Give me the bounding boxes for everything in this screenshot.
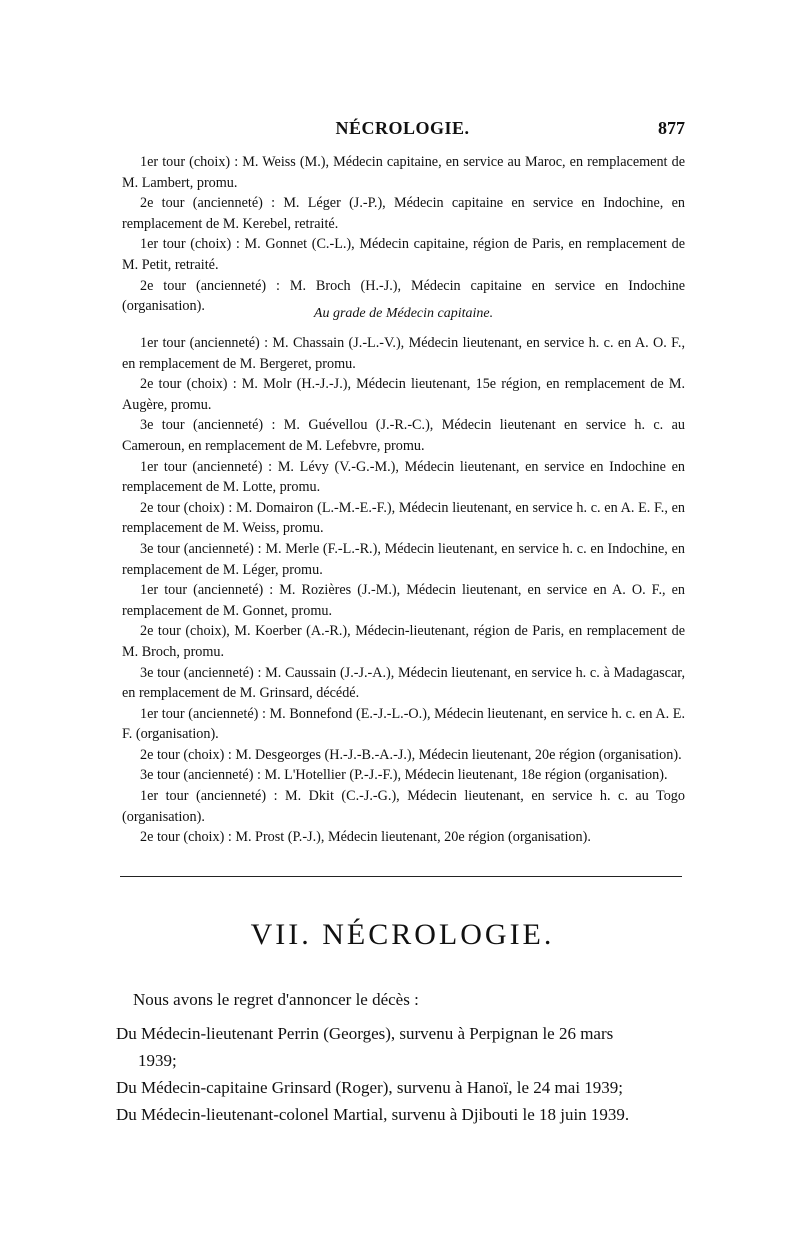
obituary-line: Du Médecin-lieutenant-colonel Martial, survenu à Djibouti le 18 juin 1939. <box>116 1105 630 1124</box>
promotion-entry: 3e tour (ancienneté) : M. L'Hotellier (P.-J.-F.), Médecin lieutenant, 18e région (organisation). <box>140 767 668 784</box>
obituary-list <box>116 1020 686 1128</box>
running-title: NÉCROLOGIE. <box>335 118 470 138</box>
promotion-entry: 1er tour (ancienneté) : M. Dkit (C.-J.-G.), Médecin lieutenant, en service h. c. au Togo (organisation). <box>122 788 685 825</box>
promotion-entry: 1er tour (ancienneté) : M. Chassain (J.-L.-V.), Médecin lieutenant, en service h. c. en A. O. F., en remplacement de M. Bergeret, promu. <box>122 335 685 372</box>
promotion-list-upper <box>122 152 685 317</box>
page-number: 877 <box>658 118 685 138</box>
grade-subheading: Au grade de Médecin capitaine. <box>313 306 494 321</box>
promotion-entry: 1er tour (choix) : M. Gonnet (C.-L.), Médecin capitaine, région de Paris, en remplacement de M. Petit, retraité. <box>122 236 685 273</box>
promotion-entry: 2e tour (choix) : M. Prost (P.-J.), Médecin lieutenant, 20e région (organisation). <box>140 829 591 846</box>
promotion-entry: 2e tour (choix), M. Koerber (A.-R.), Médecin-lieutenant, région de Paris, en remplacement de M. Broch, promu. <box>122 623 685 660</box>
obituary-line: Du Médecin-lieutenant Perrin (Georges), survenu à Perpignan le 26 mars <box>116 1024 614 1043</box>
promotion-entry: 2e tour (choix) : M. Molr (H.-J.-J.), Médecin lieutenant, 15e région, en remplacement de M. Augère, promu. <box>122 376 685 413</box>
obituary-line-continuation: 1939; <box>138 1051 177 1070</box>
section-divider <box>120 876 682 877</box>
promotion-entry: 1er tour (ancienneté) : M. Lévy (V.-G.-M.), Médecin lieutenant, en service en Indochine en remplacement de M. Lotte, promu. <box>122 458 685 496</box>
promotion-entry: 1er tour (choix) : M. Weiss (M.), Médecin capitaine, en service au Maroc, en remplacement de M. Lambert, promu. <box>122 154 685 191</box>
obituary-line: Du Médecin-capitaine Grinsard (Roger), survenu à Hanoï, le 24 mai 1939; <box>116 1078 624 1097</box>
promotion-entry: 2e tour (ancienneté) : M. Léger (J.-P.), Médecin capitaine en service en Indochine, en remplacement de M. Kerebel, retraité. <box>122 195 685 232</box>
promotion-entry: 2e tour (choix) : M. Desgeorges (H.-J.-B.-A.-J.), Médecin lieutenant, 20e région (organisation). <box>140 746 682 763</box>
obituary-intro: Nous avons le regret d'annoncer le décès : <box>133 990 419 1009</box>
promotion-entry: 3e tour (ancienneté) : M. Merle (F.-L.-R.), Médecin lieutenant, en service h. c. en Indochine, en remplacement de M. Léger, promu. <box>122 540 685 578</box>
promotion-entry: 2e tour (ancienneté) : M. Broch (H.-J.), Médecin capitaine en service en Indochine (organisation). <box>122 277 685 315</box>
promotion-entry: 3e tour (ancienneté) : M. Caussain (J.-J.-A.), Médecin lieutenant, en service h. c. à Madagascar, en remplacement de M. Grinsard, décédé. <box>122 664 685 702</box>
promotion-list-lower <box>122 333 685 848</box>
promotion-entry: 3e tour (ancienneté) : M. Guévellou (J.-R.-C.), Médecin lieutenant en service h. c. au Cameroun, en remplacement de M. Lefebvre, promu. <box>122 417 685 454</box>
promotion-entry: 1er tour (ancienneté) : M. Rozières (J.-M.), Médecin lieutenant, en service en A. O. F., en remplacement de M. Gonnet, promu. <box>122 582 685 619</box>
promotion-entry: 2e tour (choix) : M. Domairon (L.-M.-E.-F.), Médecin lieutenant, en service h. c. en A. E. F., en remplacement de M. Weiss, promu. <box>122 499 685 537</box>
section-title: VII. NÉCROLOGIE. <box>250 918 555 951</box>
promotion-entry: 1er tour (ancienneté) : M. Bonnefond (E.-J.-L.-O.), Médecin lieutenant, en service h. c. en A. E. F. (organisation). <box>122 705 685 743</box>
page-header <box>120 118 685 142</box>
